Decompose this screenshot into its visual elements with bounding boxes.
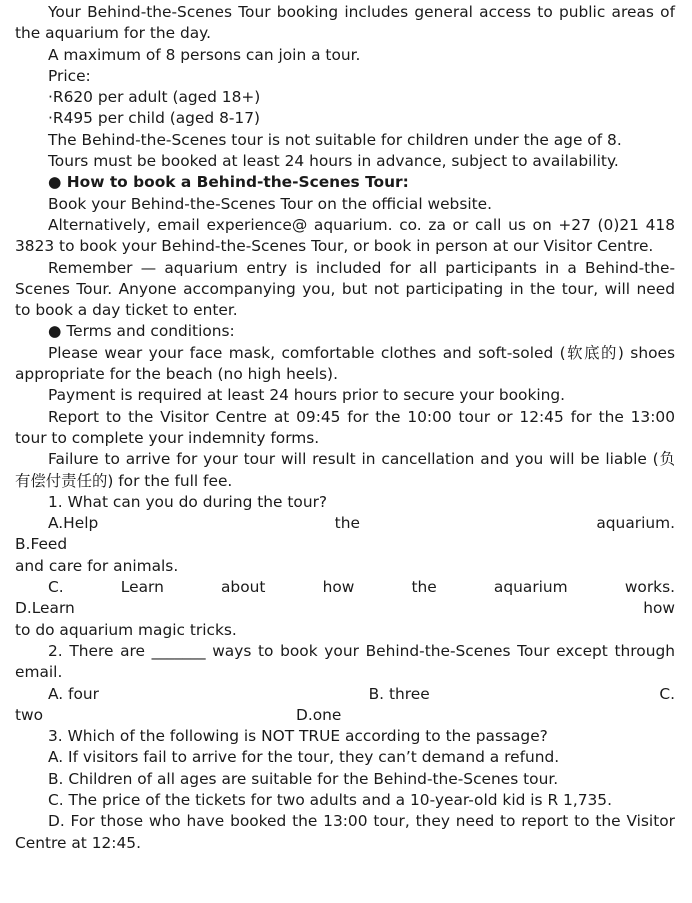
question-3-option-a: A. If visitors fail to arrive for the tour, they can’t demand a refund. xyxy=(48,748,560,767)
paragraph-book-website: Book your Behind-the-Scenes Tour on the official website. xyxy=(48,194,493,213)
question-1-option-a: A.Help the aquarium. xyxy=(48,514,675,533)
paragraph-advance-booking: Tours must be booked at least 24 hours in advance, subject to availability. xyxy=(48,152,619,171)
question-1-option-b-continued: and care for animals. xyxy=(15,556,179,575)
heading-terms: ● Terms and conditions: xyxy=(48,322,235,341)
paragraph-booking-includes: Your Behind-the-Scenes Tour booking includes general access to public areas of the aquarium for the day. xyxy=(15,3,675,43)
question-1-option-b: B.Feed xyxy=(15,535,68,554)
heading-how-to-book: ● How to book a Behind-the-Scenes Tour: xyxy=(48,173,409,192)
price-adult: ·R620 per adult (aged 18+) xyxy=(48,88,261,107)
question-3-option-d: D. For those who have booked the 13:00 tour, they need to report to the Visitor Centre at 12:45. xyxy=(15,812,675,852)
question-1-option-d-continued: to do aquarium magic tricks. xyxy=(15,620,237,639)
price-child: ·R495 per child (aged 8-17) xyxy=(48,109,261,128)
question-1-option-c: C. Learn about how the aquarium works. xyxy=(48,578,675,597)
paragraph-max-persons: A maximum of 8 persons can join a tour. xyxy=(48,45,361,64)
question-2-option-b: B. three xyxy=(368,684,430,703)
question-2-option-a: A. four xyxy=(48,684,99,703)
question-3-option-c: C. The price of the tickets for two adults and a 10-year-old kid is R 1,735. xyxy=(48,790,612,809)
question-2-option-c-continued: two xyxy=(15,705,44,724)
question-2-stem: 2. There are _______ ways to book your Behind-the-Scenes Tour except through email. xyxy=(15,641,675,682)
paragraph-report-time: Report to the Visitor Centre at 09:45 for the 10:00 tour or 12:45 for the 13:00 tour to complete your indemnity forms. xyxy=(15,407,675,447)
paragraph-dress-code: Please wear your face mask, comfortable clothes and soft-soled (软底的) shoes appropriate for the beach (no high heels). xyxy=(15,343,675,384)
paragraph-payment: Payment is required at least 24 hours prior to secure your booking. xyxy=(48,386,566,405)
paragraph-remember-entry: Remember — aquarium entry is included for all participants in a Behind-the-Scenes Tour. Anyone accompanying you, but not participating in the tour, will need to book a day ticket to enter. xyxy=(15,258,675,320)
paragraph-age-restriction: The Behind-the-Scenes tour is not suitable for children under the age of 8. xyxy=(48,130,622,149)
question-3-stem: 3. Which of the following is NOT TRUE according to the passage? xyxy=(48,727,548,746)
price-label: Price: xyxy=(48,66,91,85)
question-2-options-row xyxy=(15,684,675,705)
question-1-stem: 1. What can you do during the tour? xyxy=(48,492,328,511)
question-3-option-b: B. Children of all ages are suitable for the Behind-the-Scenes tour. xyxy=(48,769,559,788)
question-2-option-d: D.one xyxy=(296,705,342,724)
question-2-option-c: C. xyxy=(659,684,675,703)
question-2-options-row-2 xyxy=(15,705,675,726)
question-1-option-d: D.Learn how xyxy=(15,599,675,618)
paragraph-failure-to-arrive: Failure to arrive for your tour will result in cancellation and you will be liable (负有偿付责任的) for the full fee. xyxy=(15,450,675,490)
paragraph-alternative-booking: Alternatively, email experience@ aquarium. co. za or call us on +27 (0)21 418 3823 to book your Behind-the-Scenes Tour, or book in person at our Visitor Centre. xyxy=(15,215,675,256)
